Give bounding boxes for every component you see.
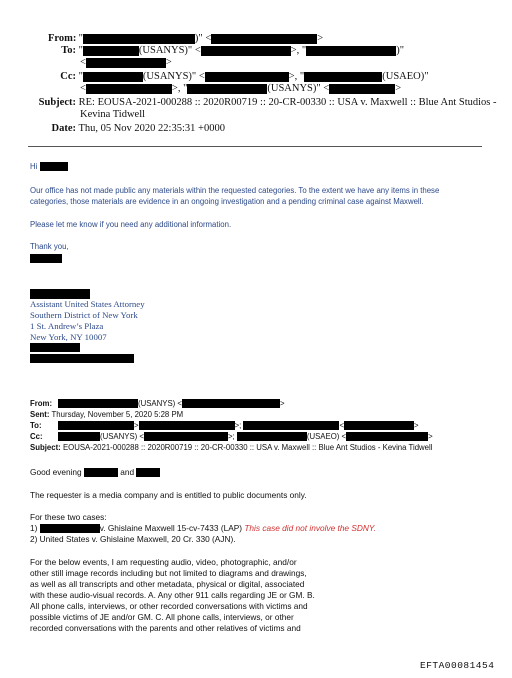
fwd-cc: Cc: (USANYS) < >; (USAEO) < > — [30, 432, 433, 441]
msg-p1: The requester is a media company and is entitled to public documents only. — [30, 490, 307, 500]
redaction-block — [83, 46, 139, 56]
header-cc: Cc: " (USANYS)" < >, " (USAEO)" — [60, 71, 429, 82]
redaction-block — [30, 289, 90, 299]
redaction-block — [58, 421, 134, 430]
msg-case1: 1) v. Ghislaine Maxwell 15-cv-7433 (LAP) This case did not involve the SDNY. — [30, 523, 376, 533]
case1-note: This case did not involve the SDNY. — [244, 523, 376, 533]
redaction-block — [329, 84, 395, 94]
reply-signer-redacted — [30, 254, 62, 263]
msg-line: All phone calls, interviews, or other recorded conversations with victims and — [30, 601, 308, 611]
redaction-block — [83, 72, 143, 82]
header-subject: Subject: RE: EOUSA-2021-000288 :: 2020R00719 :: 20-CR-00330 :: USA v. Maxwell :: Blue Ant Studios - — [38, 97, 497, 108]
msg-case2: 2) United States v. Ghislaine Maxwell, 20 Cr. 330 (AJN). — [30, 534, 236, 544]
redaction-block — [346, 432, 428, 441]
redaction-block — [187, 84, 267, 94]
msg-line: possible victims of JE and/or GM. C. All phone calls, interviews, or other — [30, 612, 294, 622]
msg-line: other still image records including but not limited to diagrams and drawings, — [30, 568, 307, 578]
header-cc-cont: < >, " (USANYS)" < > — [80, 83, 402, 94]
sig-city: New York, NY 10007 — [30, 332, 107, 342]
fwd-sent: Sent: Thursday, November 5, 2020 5:28 PM — [30, 410, 184, 419]
redaction-block — [243, 421, 339, 430]
redaction-block — [344, 421, 414, 430]
sig-email-redacted — [30, 353, 134, 363]
sig-title: Assistant United States Attorney — [30, 299, 145, 309]
redaction-block — [40, 162, 68, 171]
header-to: To: " (USANYS)" < >, " )" — [61, 45, 405, 56]
redaction-block — [30, 354, 134, 363]
header-date: Date: Thu, 05 Nov 2020 22:35:31 +0000 — [51, 123, 225, 134]
reply-para1-line1: Our office has not made public any materials within the requested categories. To the extent we have any items in these — [30, 186, 440, 195]
sig-name-redacted — [30, 288, 90, 299]
redaction-block — [58, 432, 100, 441]
fwd-to: To: > >; < > — [30, 421, 419, 430]
msg-line: For the below events, I am requesting audio, video, photographic, and/or — [30, 557, 297, 567]
reply-greeting: Hi — [30, 162, 68, 171]
redaction-block — [182, 399, 280, 408]
reply-para1-line2: categories, those materials are evidence in an ongoing investigation and a pending criminal case against Maxwell. — [30, 197, 424, 206]
redaction-block — [237, 432, 307, 441]
reply-thanks: Thank you, — [30, 242, 69, 251]
reply-para2: Please let me know if you need any additional information. — [30, 220, 232, 229]
redaction-block — [136, 468, 160, 477]
msg-greeting: Good evening and — [30, 467, 160, 478]
redaction-block — [40, 524, 100, 533]
redaction-block — [144, 432, 228, 441]
redaction-block — [83, 34, 195, 44]
redaction-block — [304, 72, 382, 82]
msg-line: with these audio-visual records. A. Any other 911 calls regarding JE or GM. B. — [30, 590, 315, 600]
redaction-block — [306, 46, 396, 56]
redaction-block — [86, 84, 172, 94]
redaction-block — [58, 399, 138, 408]
redaction-block — [201, 46, 291, 56]
sig-office: Southern District of New York — [30, 310, 138, 320]
bates-number: EFTA00081454 — [420, 660, 495, 671]
redaction-block — [139, 421, 235, 430]
msg-p2: For these two cases: — [30, 512, 107, 522]
fwd-from: From: (USANYS) < > — [30, 399, 285, 408]
header-divider — [28, 146, 482, 147]
redaction-block — [84, 468, 118, 477]
redaction-block — [205, 72, 289, 82]
redaction-block — [86, 58, 166, 68]
fwd-subject: Subject: EOUSA-2021-000288 :: 2020R00719 :: 20-CR-00330 :: USA v. Maxwell :: Blue Ant Studios - Kevina Tidwell — [30, 443, 433, 452]
redaction-block — [30, 343, 80, 352]
msg-line: as well as all transcripts and other metadata, physical or digital, associated — [30, 579, 305, 589]
redaction-block — [211, 34, 317, 44]
header-subject-cont: Kevina Tidwell — [80, 109, 146, 120]
header-to-cont: < > — [80, 57, 172, 68]
sig-address: 1 St. Andrew’s Plaza — [30, 321, 104, 331]
msg-line: recorded conversations with the parents and other relatives of victims and — [30, 623, 301, 633]
header-from: From: " )" < > — [48, 33, 324, 44]
redaction-block — [30, 254, 62, 263]
sig-phone-redacted — [30, 342, 80, 352]
